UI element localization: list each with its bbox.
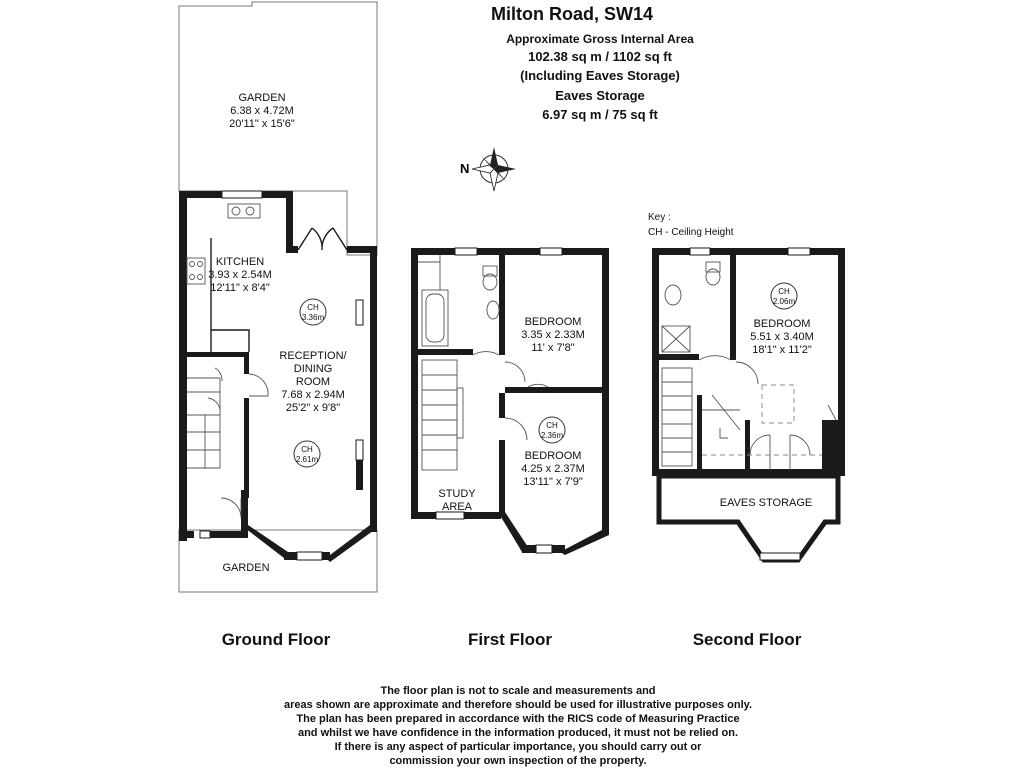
bedroom-b-imperial: 13'11" x 7'9" bbox=[523, 476, 583, 488]
kitchen-metric: 3.93 x 2.54M bbox=[208, 269, 272, 281]
compass-rose-icon bbox=[460, 147, 516, 191]
first-floor-label: First Floor bbox=[467, 630, 553, 649]
reception-name-1: RECEPTION/ bbox=[279, 350, 347, 362]
kitchen-name: KITCHEN bbox=[215, 256, 265, 268]
second-floor-label: Second Floor bbox=[692, 630, 802, 649]
eaves-heading: Eaves Storage bbox=[555, 88, 645, 103]
area-heading: Approximate Gross Internal Area bbox=[506, 32, 694, 46]
eaves-storage-name: EAVES STORAGE bbox=[719, 497, 813, 509]
reception-imperial: 25'2" x 9'8" bbox=[285, 402, 341, 414]
ch-ground-upper-label: CH bbox=[307, 303, 319, 312]
ground-floor-label: Ground Floor bbox=[221, 630, 331, 649]
disclaimer-line-2: areas shown are approximate and therefore should be used for illustrative purposes only. bbox=[283, 699, 753, 711]
ch-ground-upper-value: 3.36m bbox=[301, 313, 325, 322]
area-note: (Including Eaves Storage) bbox=[520, 68, 680, 83]
disclaimer-line-1: The floor plan is not to scale and measurements and bbox=[380, 685, 656, 697]
eaves-value: 6.97 sq m / 75 sq ft bbox=[542, 107, 658, 122]
disclaimer-line-3: The plan has been prepared in accordance with the RICS code of Measuring Practice bbox=[296, 713, 740, 725]
ch-ground-lower-label: CH bbox=[301, 445, 313, 454]
rear-garden-metric: 6.38 x 4.72M bbox=[230, 105, 294, 117]
reception-metric: 7.68 x 2.94M bbox=[281, 389, 345, 401]
ch-first-label: CH bbox=[546, 421, 558, 430]
ch-second-value: 2.06m bbox=[772, 297, 796, 306]
study-name-2: AREA bbox=[442, 501, 472, 513]
ch-second-label: CH bbox=[778, 287, 790, 296]
front-garden-name: GARDEN bbox=[222, 562, 270, 574]
bedroom-b-metric: 4.25 x 2.37M bbox=[521, 463, 585, 475]
bedroom-b-name: BEDROOM bbox=[524, 450, 582, 462]
second-bedroom-imperial: 18'1" x 11'2" bbox=[752, 344, 812, 356]
study-name-1: STUDY bbox=[438, 488, 476, 500]
reception-name-2: DINING bbox=[293, 363, 333, 375]
ch-ground-lower-value: 2.61m bbox=[295, 455, 319, 464]
bedroom-a-metric: 3.35 x 2.33M bbox=[521, 329, 585, 341]
second-floor-plan bbox=[652, 248, 845, 560]
front-garden-area bbox=[179, 530, 377, 592]
second-bedroom-name: BEDROOM bbox=[753, 318, 811, 330]
disclaimer-line-6: commission your own inspection of the property. bbox=[389, 755, 647, 767]
ch-first-value: 2.36m bbox=[540, 431, 564, 440]
ground-floor-plan bbox=[179, 2, 377, 592]
area-value: 102.38 sq m / 1102 sq ft bbox=[528, 49, 672, 64]
rear-garden-name: GARDEN bbox=[238, 92, 286, 104]
key-entry: CH - Ceiling Height bbox=[648, 227, 734, 238]
bedroom-a-imperial: 11' x 7'8" bbox=[531, 342, 575, 354]
bedroom-a-name: BEDROOM bbox=[524, 316, 582, 328]
rear-garden-imperial: 20'11" x 15'6" bbox=[229, 118, 295, 130]
first-floor-plan bbox=[411, 248, 609, 555]
compass-north-label: N bbox=[460, 161, 470, 176]
key-heading: Key : bbox=[648, 212, 671, 223]
second-bedroom-metric: 5.51 x 3.40M bbox=[750, 331, 814, 343]
disclaimer-line-5: If there is any aspect of particular importance, you should carry out or bbox=[334, 741, 702, 753]
kitchen-imperial: 12'11" x 8'4" bbox=[210, 282, 270, 294]
disclaimer-line-4: and whilst we have confidence in the information produced, it must not be relied on. bbox=[297, 727, 739, 739]
property-title: Milton Road, SW14 bbox=[491, 4, 653, 24]
reception-name-3: ROOM bbox=[295, 376, 331, 388]
